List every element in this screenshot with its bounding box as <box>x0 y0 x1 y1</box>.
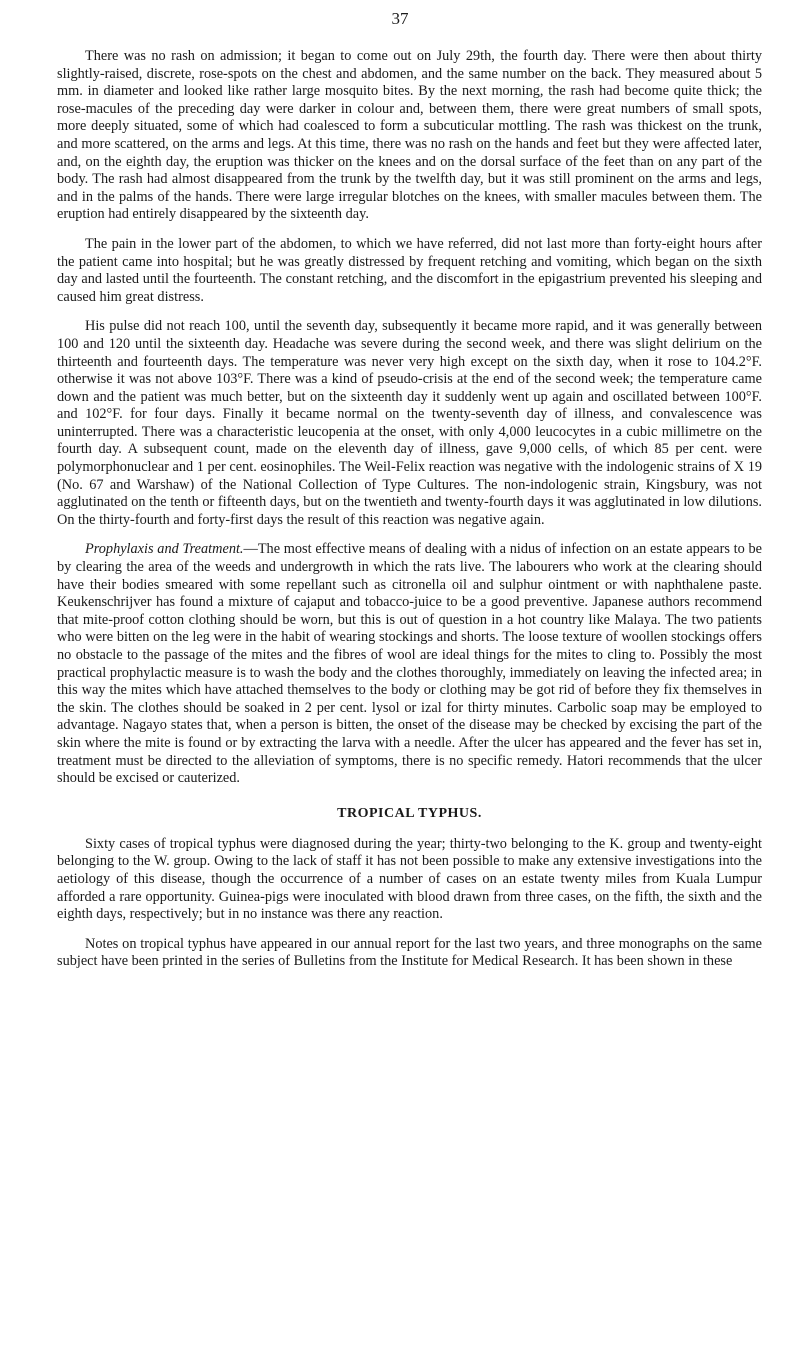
page-number: 37 <box>391 9 409 28</box>
paragraph-prophylaxis <box>57 541 762 787</box>
prophylaxis-body: —The most effective means of dealing with a nidus of infection on an estate appears to be by clearing the area of the weeds and undergrowth in which the rats live. The labourers who work at the clearing should have their bodies smeared with some repellant such as citronella oil and sulphur ointment or with naphthalene paste. Keukenschrijver has found a mixture of cajaput and tobacco-juice to be a good preventive. Japanese authors recommend that mite-proof cotton clothing should be worn, but this is out of question in a hot country like Malaya. The two patients who were bitten on the leg were in the habit of wearing stockings and shorts. The loose texture of woollen stockings offers no obstacle to the passage of the mites and the fibres of wool are ideal things for the mites to cling to. Possibly the most practical prophylactic measure is to wash the body and the clothes thoroughly, immediately on leaving the infected area; in this way the mites which have attached themselves to the body or clothing may be got rid of before they fix themselves in the skin. The clothes should be soaked in 2 per cent. lysol or izal for thirty minutes. Carbolic soap may be employed to advantage. Nagayo states that, when a person is bitten, the onset of the disease may be checked by excising the part of the skin where the mite is found or by extracting the larva with a needle. After the ulcer has appeared and the fever has set in, treatment must be directed to the alleviation of symptoms, there is no specific remedy. Hatori recommends that the ulcer should be excised or cauterized. <box>57 541 762 787</box>
paragraph-rash: There was no rash on admission; it began to come out on July 29th, the fourth day. There were then about thirty slightly-raised, discrete, rose-spots on the chest and abdomen, and the same number on the back. They measured about 5 mm. in diameter and looked like rather large mosquito bites. By the next morning, the rash had become quite thick; the rose-macules of the preceding day were darker in colour and, between them, there were great numbers of small spots, more deeply situated, some of which had coalesced to form a subcuticular mottling. The rash was thickest on the trunk, and more scattered, on the arms and legs. At this time, there was no rash on the hands and feet but they were affected later, and, on the eighth day, the eruption was thicker on the knees and on the dorsal surface of the feet than on any part of the body. The rash had almost disappeared from the trunk by the twelfth day, but it was still prominent on the arms and legs, and in the palms of the hands. There were large irregular blotches on the knees, with smaller macules between them. The eruption had entirely disappeared by the sixteenth day. <box>57 48 762 223</box>
paragraph-pulse: His pulse did not reach 100, until the seventh day, subsequently it became more rapid, and it was generally between 100 and 120 until the sixteenth day. Headache was severe during the second week, and there was slight delirium on the thirteenth and fourteenth days. The temperature was never very high except on the sixth day, when it rose to 104.2°F. otherwise it was not above 103°F. There was a kind of pseudo-crisis at the end of the second week; the temperature came down and the patient was much better, but on the sixteenth day it suddenly went up again and oscillated between 100°F. and 102°F. for four days. Finally it became normal on the twenty-seventh day of illness, and convalescence was uninterrupted. There was a characteristic leucopenia at the onset, with only 4,000 leucocytes in a cubic millimetre on the fourth day. A subsequent count, made on the eleventh day of illness, gave 9,000 cells, of which 85 per cent. were polymorphonuclear and 1 per cent. eosinophiles. The Weil-Felix reaction was negative with the indologenic strains of X 19 (No. 67 and Warshaw) of the National Collection of Type Cultures. The non-indologenic strain, Kingsbury, was not agglutinated on the tenth or fifteenth days, but on the twentieth and twenty-fourth days it was agglutinated in low dilutions. On the thirty-fourth and forty-first days the result of this reaction was negative again. <box>57 318 762 528</box>
document-body <box>57 0 762 971</box>
paragraph-typhus-cases: Sixty cases of tropical typhus were diagnosed during the year; thirty-two belonging to the K. group and twenty-eight belonging to the W. group. Owing to the lack of staff it has not been possible to make any extensive investigations into the aetiology of this disease, though the occurrence of a number of cases on an estate twenty miles from Kuala Lumpur afforded a rare opportunity. Guinea-pigs were inoculated with blood drawn from three cases, on the fifth, the sixth and the eighth days, respectively; but in no instance was there any reaction. <box>57 835 762 923</box>
paragraph-pain: The pain in the lower part of the abdomen, to which we have referred, did not last more than forty-eight hours after the patient came into hospital; but he was greatly distressed by frequent retching and vomiting, which began on the sixth day and lasted until the fourteenth. The constant retching, and the discomfort in the epigastrium prevented his sleeping and caused him great distress. <box>57 235 762 305</box>
section-heading: TROPICAL TYPHUS. <box>337 805 482 821</box>
prophylaxis-lead: Prophylaxis and Treatment. <box>85 541 244 558</box>
paragraph-typhus-notes: Notes on tropical typhus have appeared in our annual report for the last two years, and three monographs on the same subject have been printed in the series of Bulletins from the Institute for Medical Research. It has been shown in these <box>57 935 762 970</box>
